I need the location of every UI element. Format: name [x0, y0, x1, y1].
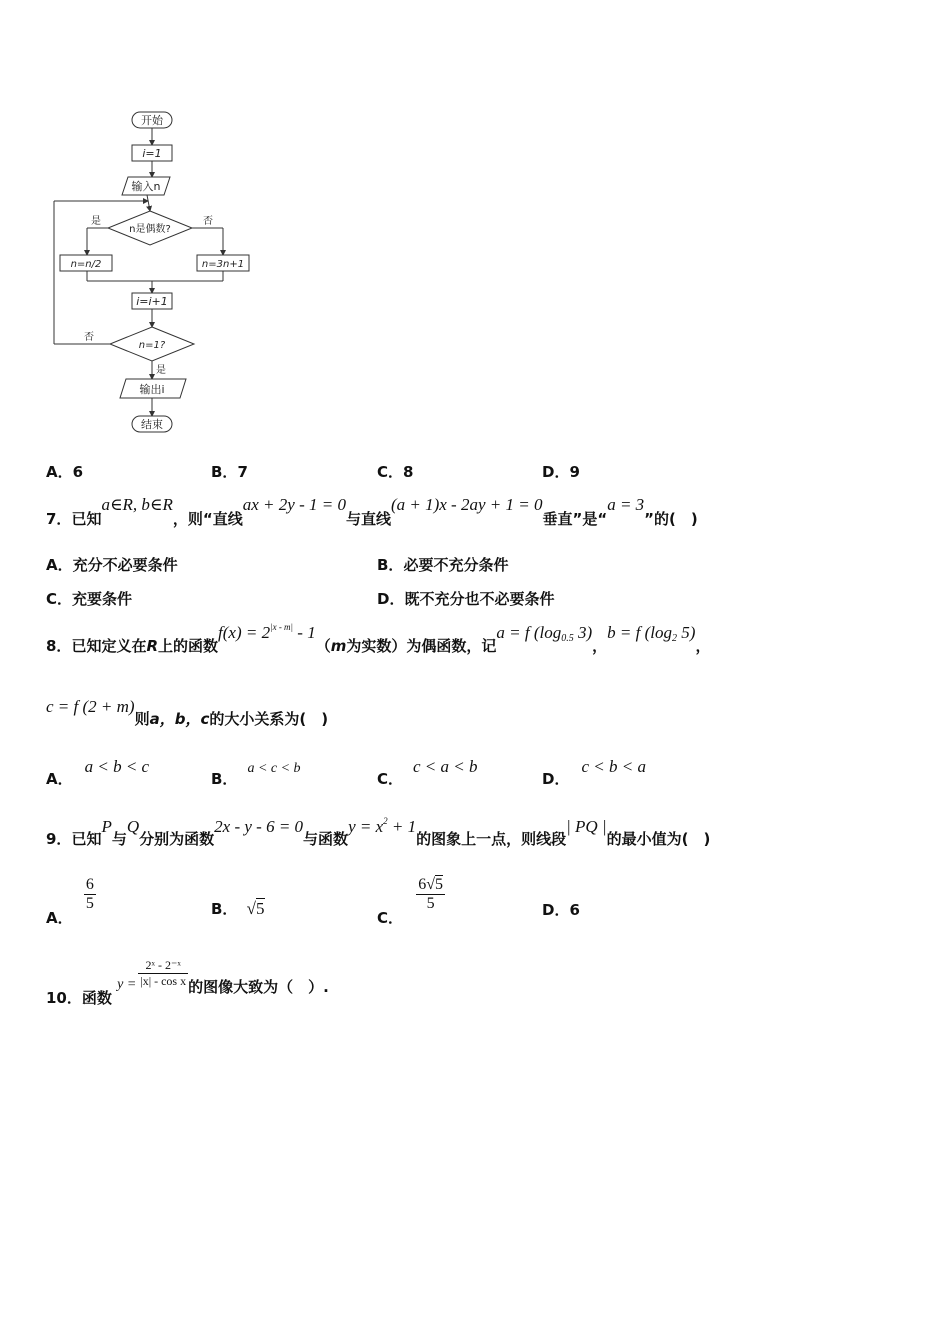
q8-def-c: c = f (2 + m): [46, 697, 135, 716]
q10-number: 10．: [46, 989, 82, 1007]
flow-input-label: 输入n: [131, 180, 161, 193]
flow-right-label: n=3n+1: [201, 259, 245, 270]
q8-option-a[interactable]: A．a < b < c: [46, 757, 150, 788]
q7-math-line2: (a + 1)x - 2ay + 1 = 0: [390, 495, 543, 514]
flow-no1-label: 否: [203, 216, 213, 227]
q9-option-c[interactable]: C． $\frac{6√5}{5}$: [377, 876, 444, 927]
flow-init-label: i=1: [142, 147, 162, 160]
q10-function-fraction: $\frac{\text{2ˣ - 2⁻ˣ}}{\text{|x| - cos x}}$: [140, 958, 187, 988]
q7-option-b[interactable]: B．必要不充分条件: [377, 556, 509, 574]
q7-stem: 7．已知a∈R, b∈R，则“直线ax + 2y - 1 = 0与直线(a + 1)x - 2ay + 1 = 0垂直”是“a = 3”的( ): [46, 495, 698, 528]
q7-math-ab: a∈R, b∈R: [101, 495, 173, 514]
flow-yes2-label: 是: [156, 365, 166, 376]
q6-option-c[interactable]: C．8: [377, 463, 414, 481]
q9-parabola-eq: $y = x^2 + 1$: [348, 816, 417, 836]
q8-def-b: b = f ($\log_2$ 5): [607, 623, 696, 644]
q8-number: 8．: [46, 637, 72, 655]
q6-option-a[interactable]: A．6: [46, 463, 84, 481]
q8-option-c[interactable]: C．c < a < b: [377, 757, 478, 788]
q8-function-def: $f(x) = 2^{|x - m|} - 1$: [218, 622, 316, 642]
q8-option-d[interactable]: D．c < b < a: [542, 757, 646, 788]
flow-incr-label: i=i+1: [136, 295, 168, 308]
q9-stem: 9．已知P与Q分别为函数2x - y - 6 = 0与函数$y = x^2 + 1$的图象上一点，则线段| PQ |的最小值为( ): [46, 816, 711, 848]
q7-option-c[interactable]: C．充要条件: [46, 590, 133, 608]
q9-line-eq: 2x - y - 6 = 0: [214, 817, 304, 836]
q7-option-d[interactable]: D．既不充分也不必要条件: [377, 590, 555, 608]
flow-yes1-label: 是: [91, 216, 101, 227]
flowchart: [40, 105, 270, 440]
q8-stem: 8．已知定义在R上的函数$f(x) = 2^{|x - m|} - 1(m$为实数）为偶函数，记a = f ($\log_{0.5}$ 3)，b = f ($\log_2$ 5)，: [46, 622, 711, 655]
q7-math-a3: a = 3: [607, 495, 645, 514]
q8-stem-line2: c = f (2 + m)则a，b，c的大小关系为( ): [46, 697, 329, 728]
q8-def-a: a = f ($\log_{0.5}$ 3): [496, 623, 593, 644]
flow-end-label: 结束: [141, 418, 163, 431]
q6-option-d[interactable]: D．9: [542, 463, 580, 481]
q7-number: 7．: [46, 510, 72, 528]
q8-option-b[interactable]: B．a < c < b: [211, 761, 301, 788]
q9-number: 9．: [46, 830, 72, 848]
q9-option-d[interactable]: D．6: [542, 901, 580, 919]
flow-start-label: 开始: [141, 114, 163, 127]
q9-option-a[interactable]: A． $\frac{6}{5}$: [46, 876, 94, 927]
flow-cond1-label: n是偶数?: [129, 224, 171, 235]
q6-option-b[interactable]: B．7: [211, 463, 248, 481]
q10-stem: 10．函数 y = $\frac{\text{2ˣ - 2⁻ˣ}}{\text{|x| - cos x}}$ 的图像大致为（ ）.: [46, 958, 329, 1007]
q9-option-b[interactable]: B． √5: [211, 899, 265, 918]
flow-left-label: n=n/2: [70, 259, 102, 270]
flow-no2-label: 否: [84, 332, 94, 343]
q7-option-a[interactable]: A．充分不必要条件: [46, 556, 178, 574]
flow-cond2-label: n=1?: [138, 340, 166, 351]
flow-output-label: 输出i: [139, 383, 165, 396]
q7-math-line1: ax + 2y - 1 = 0: [242, 495, 346, 514]
